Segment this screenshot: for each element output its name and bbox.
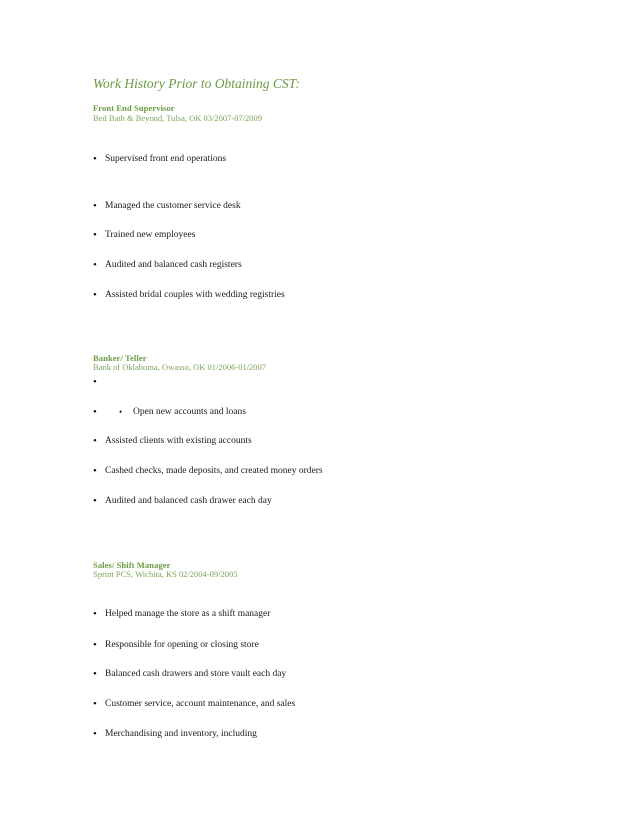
list-item-text: Responsible for opening or closing store <box>105 640 259 650</box>
job-title-sales-shift-manager: Sales/ Shift Manager <box>93 560 171 570</box>
list-item-text: Assisted clients with existing accounts <box>105 436 252 446</box>
list-item <box>93 288 285 302</box>
bullet-icon: • <box>93 259 97 271</box>
list-item <box>93 434 252 448</box>
bullet-icon: • <box>93 465 97 477</box>
list-item-text: Supervised front end operations <box>105 154 227 164</box>
list-item <box>93 638 259 652</box>
list-item-text: Helped manage the store as a shift manager <box>105 609 271 619</box>
list-item <box>93 464 323 478</box>
bullet-icon: • <box>93 376 97 388</box>
list-item-text: Balanced cash drawers and store vault each day <box>105 669 287 679</box>
bullet-icon: • <box>93 728 97 740</box>
bullet-icon: • <box>93 495 97 507</box>
list-item-text: Managed the customer service desk <box>105 201 241 211</box>
list-item <box>93 607 270 621</box>
section-heading: Work History Prior to Obtaining CST: <box>93 76 300 91</box>
list-item <box>93 228 195 242</box>
bullet-icon: • <box>93 229 97 241</box>
job-meta-bed-bath-beyond: Bed Bath & Beyond, Tulsa, OK 03/2007-07/2009 <box>93 113 263 123</box>
list-item <box>93 199 241 213</box>
bullet-icon: • <box>93 698 97 710</box>
bullet-icon: • <box>93 406 97 418</box>
list-item <box>93 727 257 741</box>
list-item <box>93 375 105 389</box>
list-item-text: Merchandising and inventory, including <box>105 729 257 739</box>
job-title-front-end-supervisor: Front End Supervisor <box>93 103 175 113</box>
bullet-icon: • <box>93 639 97 651</box>
list-item-text: Audited and balanced cash drawer each day <box>105 496 272 506</box>
bullet-icon: • <box>93 153 97 165</box>
job-title-banker-teller: Banker/ Teller <box>93 353 147 363</box>
job-meta-bank-of-oklahoma: Bank of Oklahoma, Owasso, OK 01/2006-01/2007 <box>93 362 267 372</box>
list-item <box>93 258 242 272</box>
list-item-text: Audited and balanced cash registers <box>105 260 242 270</box>
bullet-icon: • <box>93 608 97 620</box>
sub-bullet-icon: • <box>119 407 123 417</box>
list-item-text: Assisted bridal couples with wedding registries <box>105 290 285 300</box>
list-item <box>93 667 286 681</box>
bullet-icon: • <box>93 435 97 447</box>
job-meta-sprint-pcs: Sprint PCS, Wichita, KS 02/2004-09/2005 <box>93 569 238 579</box>
list-item-text: Customer service, account maintenance, and sales <box>105 699 296 709</box>
bullet-icon: • <box>93 200 97 212</box>
list-item <box>93 152 226 166</box>
bullet-icon: • <box>93 289 97 301</box>
list-item-text: Trained new employees <box>105 230 196 240</box>
list-item-text: Open new accounts and loans <box>133 407 246 417</box>
list-item <box>93 405 246 419</box>
list-item <box>93 697 295 711</box>
list-item <box>93 494 272 508</box>
bullet-icon: • <box>93 668 97 680</box>
list-item-text: Cashed checks, made deposits, and created money orders <box>105 466 323 476</box>
